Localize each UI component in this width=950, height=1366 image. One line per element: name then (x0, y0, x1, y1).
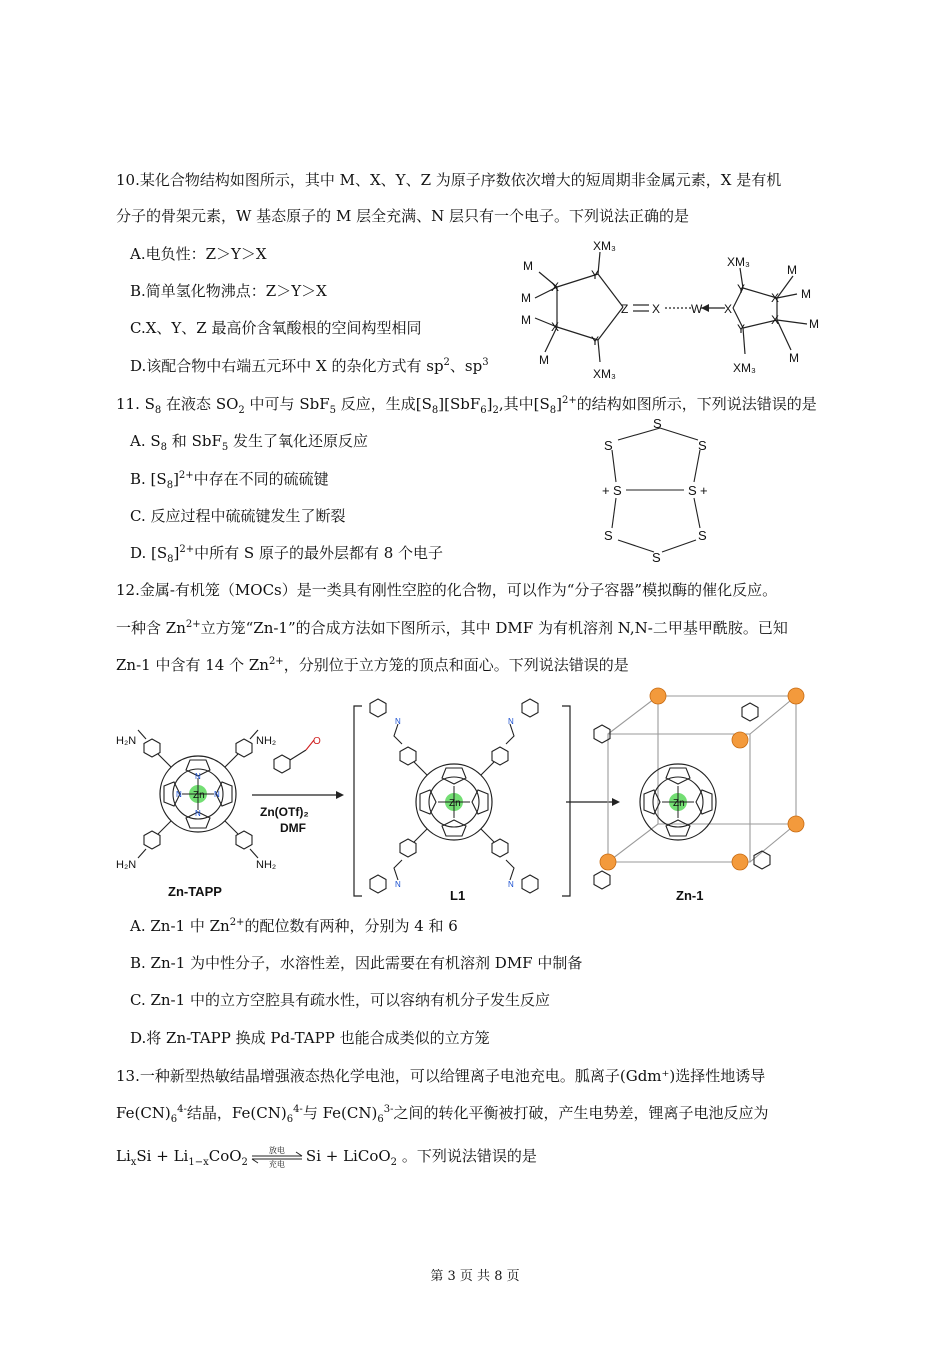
q10-fig-xm3-right-bottom: XM₃ (733, 361, 756, 375)
q12-option-d: D.将 Zn-TAPP 换成 Pd-TAPP 也能合成类似的立方笼 (130, 1029, 490, 1047)
q12-fig-l1-n4: N (508, 880, 514, 889)
arrow-label-charge: 充电 (268, 1160, 285, 1169)
q10-fig-m6: M (801, 287, 811, 301)
q10-option-d: D.该配合物中右端五元环中 X 的杂化方式有 $sp^2$、$sp^3$ (130, 357, 489, 375)
q10-fig-m5: M (787, 263, 797, 277)
q12-fig-zn-tapp-n4: N (214, 790, 220, 799)
q10-fig-y-right-bottom: Y (737, 322, 746, 336)
q12-option-b: B. Zn-1 为中性分子，水溶性差，因此需要在有机溶剂 DMF 中制备 (130, 954, 583, 972)
q12-fig-reagent-zn-otf: Zn(OTf)₂ (260, 805, 309, 819)
q10-fig-m2: M (521, 291, 531, 305)
q10-fig-w: W (691, 302, 703, 316)
q10-fig-x-ring-bottom: X (771, 313, 780, 327)
q12-synthesis-scheme (110, 684, 810, 906)
q12-fig-zn-tapp-n1: N (195, 772, 201, 781)
q11-option-b: B. $[S_8]^{2+}$中存在不同的硫硫键 (130, 470, 329, 491)
q12-fig-nh2-top: NH₂ (256, 735, 277, 747)
q10-fig-m4: M (539, 353, 549, 367)
q11-fig-s5: S (688, 483, 697, 498)
q12-fig-h2n-bottom: H₂N (116, 859, 137, 871)
q10-fig-xm3-bottom: XM₃ (593, 367, 616, 381)
q10-fig-x-ring-top: X (771, 291, 780, 305)
q10-option-c: C.X、Y、Z 最高价含氧酸根的空间构型相同 (130, 319, 422, 337)
q12-fig-label-zn-tapp: Zn-TAPP (168, 884, 222, 899)
q10-fig-z: Z (621, 302, 629, 316)
q12-fig-zn1-zn: Zn (673, 798, 685, 809)
q11-fig-s8: S (652, 550, 661, 565)
q13-stem-line1: 13.一种新型热敏结晶增强液态热化学电池，可以给锂离子电池充电。胍离子(Gdm⁺)选择性地诱导 (116, 1067, 766, 1085)
q12-fig-label-zn1: Zn-1 (676, 888, 704, 903)
q12-fig-label-l1: L1 (450, 888, 466, 903)
q10-fig-x-lower: X (551, 320, 560, 334)
q11-fig-plus-left: + (602, 483, 610, 498)
q11-fig-s6: S (604, 528, 613, 543)
q12-fig-aldehyde-o: O (313, 736, 321, 747)
q12-fig-h2n-top: H₂N (116, 735, 137, 747)
q11-option-c: C. 反应过程中硫硫键发生了断裂 (130, 507, 346, 525)
arrow-label-discharge: 放电 (268, 1146, 285, 1155)
q13-stem-line2: $Fe(CN)_6^{4-}$结晶，$Fe(CN)_6^{4-}$与 $Fe(CN)_6^{3-}$之间的转化平衡被打破，产生电势差，锂离子电池反应为 (116, 1104, 769, 1125)
q11-fig-plus-right: + (700, 483, 708, 498)
q10-fig-y-right-top: Y (737, 282, 746, 296)
q12-fig-zn-tapp-zn: Zn (193, 790, 205, 801)
reversible-arrow (248, 1146, 306, 1168)
q12-fig-l1-n3: N (395, 880, 401, 889)
q10-stem-line1: 10.某化合物结构如图所示，其中 M、X、Y、Z 为原子序数依次增大的短周期非金属元素，X 是有机 (116, 171, 782, 189)
q10-option-a: A.电负性：Z＞Y＞X (130, 245, 267, 263)
q12-fig-reagent-dmf: DMF (280, 821, 306, 835)
q11-fig-s3: S (698, 438, 707, 453)
q10-fig-m1: M (523, 259, 533, 273)
q11-fig-s1: S (653, 416, 662, 431)
q11-s8-structure-figure (596, 414, 720, 566)
q10-fig-x-upper: X (551, 280, 560, 294)
q10-fig-m8: M (789, 351, 799, 365)
q10-fig-m7: M (809, 317, 819, 331)
q12-fig-l1-n1: N (395, 717, 401, 726)
q10-fig-m3: M (521, 313, 531, 327)
q11-stem: 11. $S_8$ 在液态 $SO_2$ 中可与 SbF$_5$ 反应，生成$[S_8][SbF_6]_2$,其中$[S_8]^{2+}$的结构如图所示，下列说法错误的是 (116, 395, 817, 416)
q10-option-b: B.简单氢化物沸点：Z＞Y＞X (130, 282, 327, 300)
q11-fig-s4: S (613, 483, 622, 498)
q12-option-c: C. Zn-1 中的立方空腔具有疏水性，可以容纳有机分子发生反应 (130, 991, 550, 1009)
q11-option-a: A. $S_8$ 和 SbF$_5$ 发生了氧化还原反应 (130, 432, 369, 453)
q12-fig-zn-tapp-n2: N (195, 809, 201, 818)
q10-fig-xm3-top: XM₃ (593, 239, 616, 253)
q12-option-a: A. Zn-1 中 $Zn^{2+}$的配位数有两种，分别为 4 和 6 (130, 917, 458, 935)
q12-stem-line2: 一种含 $Zn^{2+}$立方笼“Zn-1”的合成方法如下图所示，其中 DMF 为有机溶剂 N,N-二甲基甲酰胺。已知 (116, 619, 788, 637)
q10-stem-line2: 分子的骨架元素，W 基态原子的 M 层全充满、N 层只有一个电子。下列说法正确的是 (116, 207, 689, 225)
q12-fig-l1-zn: Zn (449, 798, 461, 809)
q10-fig-xm3-right-top: XM₃ (727, 255, 750, 269)
q12-fig-zn-tapp-n3: N (176, 790, 182, 799)
q11-option-d: D. $[S_8]^{2+}$中所有 S 原子的最外层都有 8 个电子 (130, 544, 444, 565)
q12-fig-l1-n2: N (508, 717, 514, 726)
q10-structure-figure (515, 232, 835, 384)
q13-battery-equation: $Li_xSi + Li_{1-x}CoO_2$ 放电 充电 Si + LiCoO$_2$ 。下列说法错误的是 (116, 1146, 537, 1169)
q10-fig-y-bottom: Y (591, 334, 600, 348)
q10-fig-y-top: Y (591, 268, 600, 282)
q11-fig-s2: S (604, 438, 613, 453)
q12-fig-nh2-bottom: NH₂ (256, 859, 277, 871)
q10-fig-x-right: X (724, 302, 733, 316)
page-footer: 第 3 页 共 8 页 (430, 1269, 520, 1284)
q12-stem-line3: Zn-1 中含有 14 个 $Zn^{2+}$，分别位于立方笼的顶点和面心。下列说法错误的是 (116, 656, 629, 674)
q10-fig-x-center: X (652, 302, 661, 316)
q12-stem-line1: 12.金属-有机笼（MOCs）是一类具有刚性空腔的化合物，可以作为“分子容器”模拟酶的催化反应。 (116, 581, 778, 599)
q11-fig-s7: S (698, 528, 707, 543)
